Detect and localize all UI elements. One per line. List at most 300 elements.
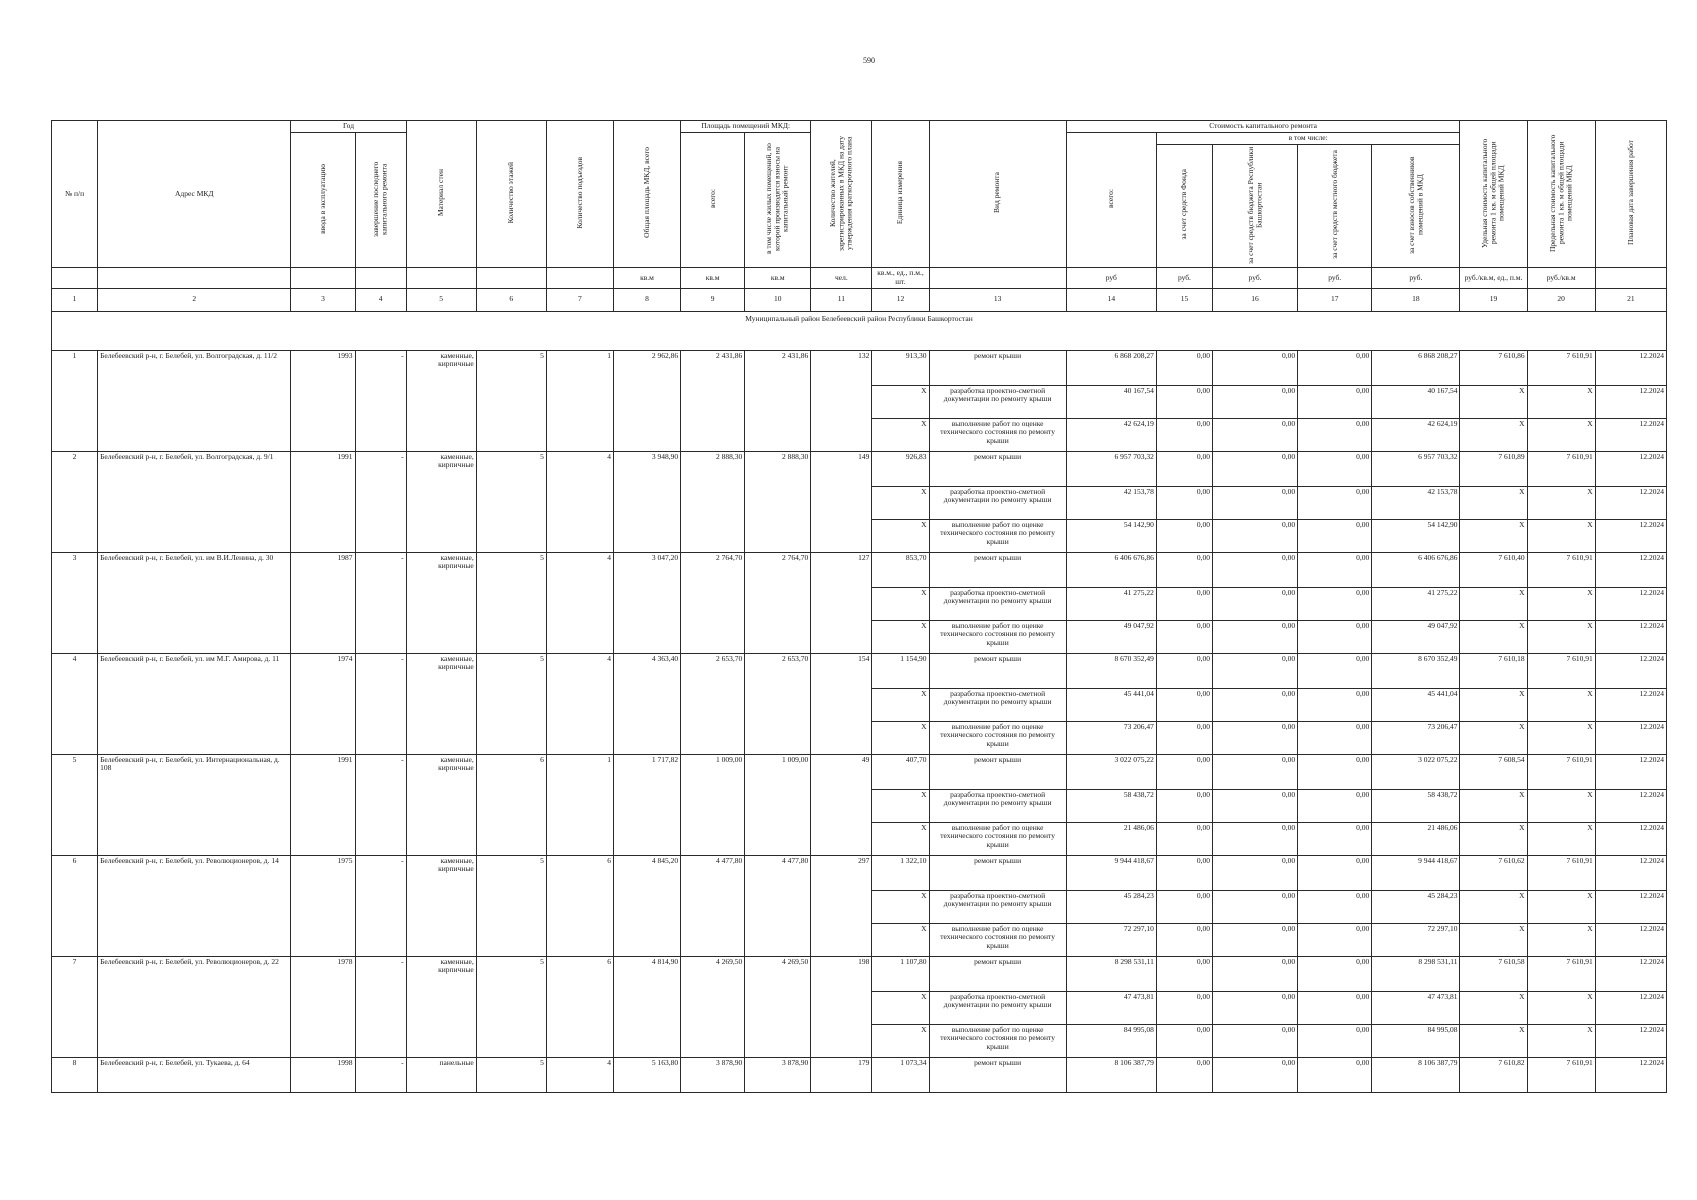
deadline-date: 12.2024	[1595, 418, 1666, 451]
cost-total: 9 944 418,67	[1066, 855, 1156, 890]
cost-total: 8 298 531,11	[1066, 956, 1156, 991]
unit-cost: X	[1460, 688, 1527, 721]
unit-quantity: X	[872, 991, 929, 1024]
residents-count	[811, 991, 872, 1024]
floors-count: 6	[476, 754, 546, 789]
cost-fund: 0,00	[1156, 653, 1212, 688]
max-unit-cost: X	[1527, 721, 1595, 754]
column-number: 19	[1460, 288, 1527, 311]
repair-type: разработка проектно-сметной документации по ремонту крыши	[929, 486, 1066, 519]
wall-material: каменные, кирпичные	[406, 653, 476, 688]
floors-count	[476, 822, 546, 855]
wall-material: каменные, кирпичные	[406, 350, 476, 385]
cost-owners: 84 995,08	[1372, 1024, 1460, 1057]
unit-cell: руб./кв.м, ед., п.м.	[1460, 268, 1527, 288]
column-number: 20	[1527, 288, 1595, 311]
address-cell: Белебеевский р-н, г. Белебей, ул. Волгоградская, д. 9/1	[98, 451, 291, 486]
cost-local: 0,00	[1298, 385, 1372, 418]
unit-quantity: X	[872, 721, 929, 754]
residents-count	[811, 721, 872, 754]
year-last-repair	[355, 418, 406, 451]
work-subrow	[52, 587, 1667, 620]
unit-quantity: X	[872, 822, 929, 855]
deadline-date: 12.2024	[1595, 385, 1666, 418]
max-unit-cost: 7 610,91	[1527, 1057, 1595, 1092]
repair-type: ремонт крыши	[929, 451, 1066, 486]
cost-total: 45 284,23	[1066, 890, 1156, 923]
wall-material: панельные	[406, 1057, 476, 1092]
max-unit-cost: X	[1527, 789, 1595, 822]
year-last-repair: -	[355, 653, 406, 688]
area-total	[681, 519, 745, 552]
column-number: 15	[1156, 288, 1212, 311]
column-number: 18	[1372, 288, 1460, 311]
unit-cost: 7 610,86	[1460, 350, 1527, 385]
area-residential: 4 477,80	[745, 855, 811, 890]
max-unit-cost: 7 610,91	[1527, 350, 1595, 385]
entrances-count: 4	[546, 451, 613, 486]
entrances-count	[546, 789, 613, 822]
cost-local: 0,00	[1298, 991, 1372, 1024]
repair-type: выполнение работ по оценке технического состояния по ремонту крыши	[929, 418, 1066, 451]
area-residential	[745, 721, 811, 754]
residents-count	[811, 822, 872, 855]
deadline-date: 12.2024	[1595, 855, 1666, 890]
unit-cell: руб.	[1372, 268, 1460, 288]
header-owners: за счет взносов собственников помещений в МКД	[1372, 144, 1460, 268]
wall-material: каменные, кирпичные	[406, 552, 476, 587]
address-cell	[98, 923, 291, 956]
residents-count	[811, 789, 872, 822]
wall-material: каменные, кирпичные	[406, 754, 476, 789]
max-unit-cost: X	[1527, 822, 1595, 855]
max-unit-cost: X	[1527, 890, 1595, 923]
unit-cell: кв.м	[613, 268, 680, 288]
page-number: 590	[863, 56, 875, 65]
year-last-repair	[355, 486, 406, 519]
header-deadline: Плановая дата завершения работ	[1595, 121, 1666, 268]
entrances-count	[546, 991, 613, 1024]
unit-cost: X	[1460, 418, 1527, 451]
header-address: Адрес МКД	[98, 121, 291, 268]
work-subrow	[52, 822, 1667, 855]
unit-cost: X	[1460, 519, 1527, 552]
year-last-repair	[355, 587, 406, 620]
cost-owners: 42 624,19	[1372, 418, 1460, 451]
cost-republic: 0,00	[1212, 653, 1297, 688]
max-unit-cost: 7 610,91	[1527, 552, 1595, 587]
unit-quantity: 926,83	[872, 451, 929, 486]
row-number: 2	[52, 451, 98, 486]
residents-count	[811, 418, 872, 451]
deadline-date: 12.2024	[1595, 552, 1666, 587]
total-area	[613, 923, 680, 956]
cost-republic: 0,00	[1212, 587, 1297, 620]
address-cell	[98, 486, 291, 519]
record-row	[52, 451, 1667, 486]
wall-material	[406, 789, 476, 822]
work-subrow	[52, 789, 1667, 822]
cost-fund: 0,00	[1156, 822, 1212, 855]
unit-cell	[291, 268, 355, 288]
year-commission	[291, 890, 355, 923]
floors-count	[476, 923, 546, 956]
cost-fund: 0,00	[1156, 385, 1212, 418]
cost-fund: 0,00	[1156, 552, 1212, 587]
unit-cell	[355, 268, 406, 288]
cost-owners: 45 441,04	[1372, 688, 1460, 721]
deadline-date: 12.2024	[1595, 1057, 1666, 1092]
unit-cost: X	[1460, 789, 1527, 822]
unit-cell	[546, 268, 613, 288]
wall-material	[406, 721, 476, 754]
unit-cell	[1595, 268, 1666, 288]
cost-owners: 58 438,72	[1372, 789, 1460, 822]
header-year-last-repair: завершение последнего капитального ремонта	[355, 133, 406, 268]
residents-count	[811, 688, 872, 721]
year-last-repair	[355, 991, 406, 1024]
row-number	[52, 486, 98, 519]
cost-local: 0,00	[1298, 587, 1372, 620]
deadline-date: 12.2024	[1595, 754, 1666, 789]
year-commission	[291, 519, 355, 552]
work-subrow	[52, 385, 1667, 418]
unit-cost: 7 610,40	[1460, 552, 1527, 587]
entrances-count	[546, 923, 613, 956]
record-row	[52, 653, 1667, 688]
total-area: 4 363,40	[613, 653, 680, 688]
unit-quantity: 853,70	[872, 552, 929, 587]
year-last-repair	[355, 890, 406, 923]
row-number	[52, 587, 98, 620]
floors-count: 5	[476, 552, 546, 587]
cost-fund: 0,00	[1156, 923, 1212, 956]
cost-republic: 0,00	[1212, 991, 1297, 1024]
max-unit-cost: 7 610,91	[1527, 754, 1595, 789]
header-cost-group: Стоимость капитального ремонта	[1066, 121, 1460, 133]
floors-count	[476, 721, 546, 754]
address-cell	[98, 385, 291, 418]
cost-republic: 0,00	[1212, 855, 1297, 890]
unit-quantity: X	[872, 385, 929, 418]
year-last-repair: -	[355, 451, 406, 486]
total-area	[613, 385, 680, 418]
cost-local: 0,00	[1298, 486, 1372, 519]
unit-cell: руб.	[1298, 268, 1372, 288]
floors-count	[476, 486, 546, 519]
unit-cost: 7 610,82	[1460, 1057, 1527, 1092]
cost-republic: 0,00	[1212, 350, 1297, 385]
residents-count: 132	[811, 350, 872, 385]
cost-total: 40 167,54	[1066, 385, 1156, 418]
row-number: 4	[52, 653, 98, 688]
cost-total: 73 206,47	[1066, 721, 1156, 754]
entrances-count	[546, 587, 613, 620]
repair-type: выполнение работ по оценке технического состояния по ремонту крыши	[929, 923, 1066, 956]
year-last-repair	[355, 620, 406, 653]
year-commission	[291, 486, 355, 519]
cost-owners: 6 406 676,86	[1372, 552, 1460, 587]
cost-owners: 8 106 387,79	[1372, 1057, 1460, 1092]
year-commission	[291, 822, 355, 855]
area-total: 2 431,86	[681, 350, 745, 385]
cost-owners: 6 868 208,27	[1372, 350, 1460, 385]
header-num: № п/п	[52, 121, 98, 268]
column-number: 10	[745, 288, 811, 311]
year-commission	[291, 721, 355, 754]
unit-quantity: X	[872, 923, 929, 956]
area-residential: 1 009,00	[745, 754, 811, 789]
cost-total: 21 486,06	[1066, 822, 1156, 855]
unit-cell: кв.м	[745, 268, 811, 288]
cost-total: 42 153,78	[1066, 486, 1156, 519]
cost-owners: 42 153,78	[1372, 486, 1460, 519]
cost-local: 0,00	[1298, 519, 1372, 552]
column-number: 13	[929, 288, 1066, 311]
column-number: 8	[613, 288, 680, 311]
wall-material	[406, 486, 476, 519]
record-row	[52, 1057, 1667, 1092]
cost-republic: 0,00	[1212, 451, 1297, 486]
area-total	[681, 385, 745, 418]
residents-count	[811, 620, 872, 653]
cost-local: 0,00	[1298, 721, 1372, 754]
unit-quantity: 1 073,34	[872, 1057, 929, 1092]
year-last-repair	[355, 385, 406, 418]
floors-count: 5	[476, 451, 546, 486]
area-residential	[745, 822, 811, 855]
unit-cost: 7 610,62	[1460, 855, 1527, 890]
area-total	[681, 486, 745, 519]
wall-material	[406, 587, 476, 620]
unit-quantity: 1 107,80	[872, 956, 929, 991]
unit-cost: X	[1460, 385, 1527, 418]
wall-material: каменные, кирпичные	[406, 451, 476, 486]
cost-total: 41 275,22	[1066, 587, 1156, 620]
cost-owners: 3 022 075,22	[1372, 754, 1460, 789]
cost-total: 6 957 703,32	[1066, 451, 1156, 486]
header-wall-material: Материал стен	[406, 121, 476, 268]
residents-count	[811, 587, 872, 620]
area-total	[681, 418, 745, 451]
repair-type: ремонт крыши	[929, 855, 1066, 890]
year-last-repair: -	[355, 552, 406, 587]
column-number: 12	[872, 288, 929, 311]
work-subrow	[52, 1024, 1667, 1057]
floors-count	[476, 519, 546, 552]
entrances-count: 4	[546, 1057, 613, 1092]
max-unit-cost: 7 610,91	[1527, 653, 1595, 688]
cost-republic: 0,00	[1212, 486, 1297, 519]
area-residential	[745, 620, 811, 653]
cost-total: 8 670 352,49	[1066, 653, 1156, 688]
deadline-date: 12.2024	[1595, 991, 1666, 1024]
cost-fund: 0,00	[1156, 688, 1212, 721]
floors-count: 5	[476, 956, 546, 991]
repair-type: разработка проектно-сметной документации по ремонту крыши	[929, 991, 1066, 1024]
deadline-date: 12.2024	[1595, 486, 1666, 519]
row-number	[52, 923, 98, 956]
max-unit-cost: X	[1527, 991, 1595, 1024]
year-last-repair	[355, 789, 406, 822]
row-number	[52, 721, 98, 754]
total-area: 4 845,20	[613, 855, 680, 890]
entrances-count	[546, 688, 613, 721]
year-last-repair	[355, 519, 406, 552]
municipality-row	[52, 311, 1667, 350]
area-total	[681, 890, 745, 923]
row-number: 5	[52, 754, 98, 789]
area-residential: 2 653,70	[745, 653, 811, 688]
unit-cost: 7 610,58	[1460, 956, 1527, 991]
cost-total: 8 106 387,79	[1066, 1057, 1156, 1092]
column-number: 1	[52, 288, 98, 311]
entrances-count	[546, 822, 613, 855]
deadline-date: 12.2024	[1595, 923, 1666, 956]
entrances-count: 6	[546, 956, 613, 991]
row-number	[52, 991, 98, 1024]
entrances-count	[546, 385, 613, 418]
cost-total: 42 624,19	[1066, 418, 1156, 451]
cost-local: 0,00	[1298, 956, 1372, 991]
address-cell	[98, 789, 291, 822]
unit-cell: руб	[1066, 268, 1156, 288]
column-number: 4	[355, 288, 406, 311]
cost-local: 0,00	[1298, 890, 1372, 923]
cost-total: 3 022 075,22	[1066, 754, 1156, 789]
header-incl-subgroup: в том числе:	[1156, 133, 1460, 145]
floors-count: 5	[476, 653, 546, 688]
wall-material	[406, 418, 476, 451]
total-area	[613, 1024, 680, 1057]
column-number: 17	[1298, 288, 1372, 311]
year-commission: 1991	[291, 451, 355, 486]
cost-local: 0,00	[1298, 1057, 1372, 1092]
total-area: 3 948,90	[613, 451, 680, 486]
floors-count: 5	[476, 1057, 546, 1092]
area-total	[681, 822, 745, 855]
record-row	[52, 552, 1667, 587]
column-number: 14	[1066, 288, 1156, 311]
year-commission	[291, 620, 355, 653]
repair-type: выполнение работ по оценке технического состояния по ремонту крыши	[929, 519, 1066, 552]
entrances-count	[546, 1024, 613, 1057]
cost-fund: 0,00	[1156, 754, 1212, 789]
unit-cell	[52, 268, 98, 288]
record-row	[52, 855, 1667, 890]
cost-total: 72 297,10	[1066, 923, 1156, 956]
cost-owners: 47 473,81	[1372, 991, 1460, 1024]
cost-total: 58 438,72	[1066, 789, 1156, 822]
row-number: 1	[52, 350, 98, 385]
total-area	[613, 519, 680, 552]
cost-owners: 45 284,23	[1372, 890, 1460, 923]
row-number	[52, 519, 98, 552]
deadline-date: 12.2024	[1595, 956, 1666, 991]
cost-republic: 0,00	[1212, 620, 1297, 653]
cost-local: 0,00	[1298, 789, 1372, 822]
row-number: 7	[52, 956, 98, 991]
deadline-date: 12.2024	[1595, 822, 1666, 855]
max-unit-cost: X	[1527, 923, 1595, 956]
unit-cell: кв.м., ед., п.м., шт.	[872, 268, 929, 288]
unit-quantity: X	[872, 418, 929, 451]
header-entrances: Количество подъездов	[546, 121, 613, 268]
address-cell: Белебеевский р-н, г. Белебей, ул. им В.И.Ленина, д. 30	[98, 552, 291, 587]
unit-cost: X	[1460, 822, 1527, 855]
area-residential	[745, 688, 811, 721]
unit-cost: 7 610,89	[1460, 451, 1527, 486]
floors-count	[476, 991, 546, 1024]
year-commission: 1987	[291, 552, 355, 587]
cost-republic: 0,00	[1212, 754, 1297, 789]
max-unit-cost: X	[1527, 385, 1595, 418]
area-total	[681, 688, 745, 721]
residents-count: 49	[811, 754, 872, 789]
residents-count: 149	[811, 451, 872, 486]
repair-register-table	[51, 120, 1667, 1093]
cost-fund: 0,00	[1156, 451, 1212, 486]
wall-material	[406, 822, 476, 855]
cost-total: 6 406 676,86	[1066, 552, 1156, 587]
year-commission	[291, 923, 355, 956]
header-total-area: Общая площадь МКД, всего	[613, 121, 680, 268]
address-cell: Белебеевский р-н, г. Белебей, ул. Революционеров, д. 22	[98, 956, 291, 991]
cost-owners: 6 957 703,32	[1372, 451, 1460, 486]
area-residential	[745, 991, 811, 1024]
cost-republic: 0,00	[1212, 519, 1297, 552]
address-cell: Белебеевский р-н, г. Белебей, ул. им М.Г. Амирова, д. 11	[98, 653, 291, 688]
year-commission	[291, 1024, 355, 1057]
cost-fund: 0,00	[1156, 956, 1212, 991]
year-commission	[291, 991, 355, 1024]
deadline-date: 12.2024	[1595, 890, 1666, 923]
cost-local: 0,00	[1298, 418, 1372, 451]
year-commission: 1993	[291, 350, 355, 385]
cost-local: 0,00	[1298, 754, 1372, 789]
wall-material	[406, 385, 476, 418]
cost-total: 47 473,81	[1066, 991, 1156, 1024]
year-commission: 1978	[291, 956, 355, 991]
year-last-repair: -	[355, 1057, 406, 1092]
entrances-count	[546, 890, 613, 923]
deadline-date: 12.2024	[1595, 587, 1666, 620]
max-unit-cost: 7 610,91	[1527, 855, 1595, 890]
unit-cell: чел.	[811, 268, 872, 288]
year-last-repair	[355, 822, 406, 855]
cost-fund: 0,00	[1156, 1024, 1212, 1057]
floors-count	[476, 418, 546, 451]
residents-count	[811, 890, 872, 923]
floors-count	[476, 620, 546, 653]
unit-quantity: 913,30	[872, 350, 929, 385]
work-subrow	[52, 688, 1667, 721]
wall-material: каменные, кирпичные	[406, 855, 476, 890]
row-number	[52, 418, 98, 451]
header-area-residential: в том числе жилых помещений, по которой производятся взносы на капитальный ремонт	[745, 133, 811, 268]
unit-quantity: X	[872, 620, 929, 653]
entrances-count	[546, 721, 613, 754]
cost-local: 0,00	[1298, 620, 1372, 653]
area-residential	[745, 923, 811, 956]
address-cell	[98, 822, 291, 855]
cost-republic: 0,00	[1212, 1057, 1297, 1092]
cost-republic: 0,00	[1212, 721, 1297, 754]
header-republic: за счет средств бюджета Республики Башкортостан	[1212, 144, 1297, 268]
row-number	[52, 890, 98, 923]
cost-fund: 0,00	[1156, 620, 1212, 653]
repair-type: ремонт крыши	[929, 754, 1066, 789]
